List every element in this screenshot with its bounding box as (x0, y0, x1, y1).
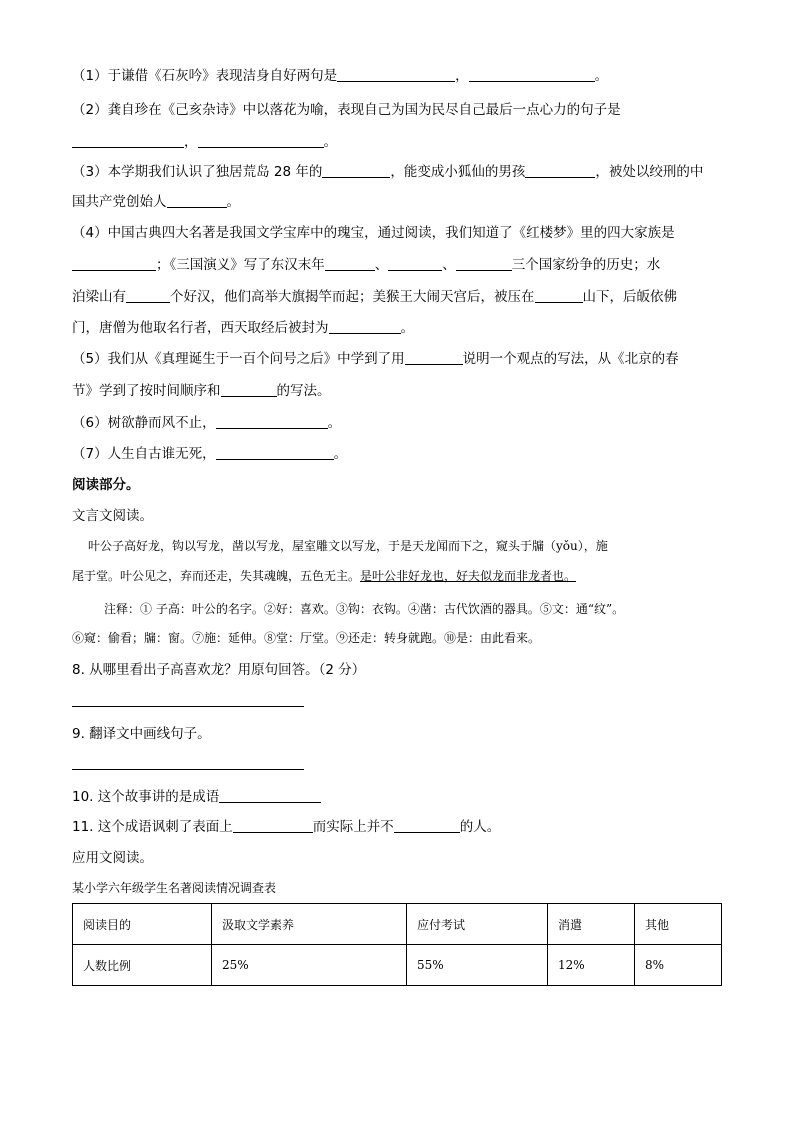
question-1: （1）于谦借《石灰吟》表现洁身自好两句是 ， 。 (72, 68, 609, 84)
answer-blank[interactable] (469, 67, 595, 82)
table-cell: 消遣 (548, 904, 635, 945)
table-cell: 应付考试 (407, 904, 548, 945)
reading-heading: 阅读部分。 (72, 477, 140, 493)
survey-table (72, 903, 722, 986)
question-10: 10. 这个故事讲的是成语 (72, 788, 321, 806)
table-cell: 25% (212, 945, 407, 986)
answer-blank[interactable] (198, 133, 324, 148)
answer-blank[interactable] (325, 256, 375, 271)
answer-blank[interactable] (72, 256, 156, 271)
question-2-answer: ， 。 (72, 133, 337, 151)
table-row (73, 945, 722, 986)
table-header-row (73, 904, 722, 945)
answer-blank[interactable] (405, 350, 463, 365)
question-4-line4: 门，唐僧为他取名行者，西天取经后被封为 。 (72, 320, 414, 336)
answer-blank[interactable] (219, 788, 321, 803)
question-11: 11. 这个成语讽刺了表面上 而实际上并不 的人。 (72, 819, 501, 835)
table-cell: 人数比例 (73, 945, 212, 986)
answer-blank[interactable] (535, 288, 583, 303)
question-4-line3: 泊梁山有 个好汉，他们高举大旗揭竿而起；美猴王大闹天宫后，被压在 山下，后皈依佛 (72, 289, 677, 305)
answer-blank[interactable] (322, 163, 390, 178)
question-3: （3）本学期我们认识了独居荒岛 28 年的 ，能变成小狐仙的男孩 ，被处以绞刑的中 (72, 164, 704, 180)
classical-text-line1: 叶公子高好龙，钩以写龙，凿以写龙，屋室雕文以写龙，于是天龙闻而下之，窥头于牖（yǒu），施 (88, 539, 608, 553)
question-6: （6）树欲静而风不止， 。 (72, 415, 342, 431)
classical-heading: 文言文阅读。 (72, 508, 153, 524)
answer-blank[interactable] (72, 133, 184, 148)
answer-blank[interactable] (216, 414, 328, 429)
answer-blank[interactable] (329, 319, 401, 334)
question-5-cont: 节》学到了按时间顺序和 的写法。 (72, 383, 331, 399)
question-7: （7）人生自古谁无死， 。 (72, 446, 348, 462)
answer-blank[interactable] (126, 288, 170, 303)
question-8: 8. 从哪里看出子高喜欢龙？用原句回答。（2 分） (72, 662, 366, 678)
answer-blank[interactable] (167, 193, 227, 208)
survey-title: 某小学六年级学生名著阅读情况调查表 (72, 881, 277, 895)
notes-line1: 注释：① 子高：叶公的名字。②好：喜欢。③钩：衣钩。④凿：古代饮酒的器具。⑤文：通“纹”。 (104, 602, 625, 616)
answer-line[interactable] (72, 706, 304, 707)
answer-blank[interactable] (221, 382, 277, 397)
answer-blank[interactable] (337, 67, 455, 82)
question-4: （4）中国古典四大名著是我国文学宝库中的瑰宝，通过阅读，我们知道了《红楼梦》里的四大家族是 (72, 225, 675, 241)
question-4-line2: ；《三国演义》写了东汉末年 、 、 三个国家纷争的历史；水 (72, 256, 660, 274)
table-cell: 12% (548, 945, 635, 986)
table-cell: 55% (407, 945, 548, 986)
table-cell: 8% (635, 945, 722, 986)
underlined-sentence: 是叶公非好龙也，好夫似龙而非龙者也。 (360, 569, 577, 583)
notes-line2: ⑥窥：偷看；牖：窗。⑦施：延伸。⑧堂：厅堂。⑨还走：转身就跑。⑩是：由此看来。 (72, 631, 541, 645)
table-cell: 汲取文学素养 (212, 904, 407, 945)
question-5: （5）我们从《真理诞生于一百个问号之后》中学到了用 说明一个观点的写法，从《北京的春 (72, 351, 679, 367)
answer-blank[interactable] (394, 818, 460, 833)
applied-heading: 应用文阅读。 (72, 850, 153, 866)
table-cell: 其他 (635, 904, 722, 945)
answer-blank[interactable] (388, 256, 442, 271)
answer-blank[interactable] (525, 163, 595, 178)
question-9: 9. 翻译文中画线句子。 (72, 726, 211, 742)
answer-blank[interactable] (216, 445, 334, 460)
classical-text-line2: 尾于堂。叶公见之，弃而还走，失其魂魄，五色无主。是叶公非好龙也，好夫似龙而非龙者也。 (72, 569, 577, 583)
answer-blank[interactable] (233, 818, 313, 833)
question-3-cont: 国共产党创始人 。 (72, 194, 240, 210)
answer-blank[interactable] (456, 256, 512, 271)
table-cell: 阅读目的 (73, 904, 212, 945)
answer-line[interactable] (72, 769, 304, 770)
question-2: （2）龚自珍在《己亥杂诗》中以落花为喻，表现自己为国为民尽自己最后一点心力的句子是 (72, 102, 621, 118)
